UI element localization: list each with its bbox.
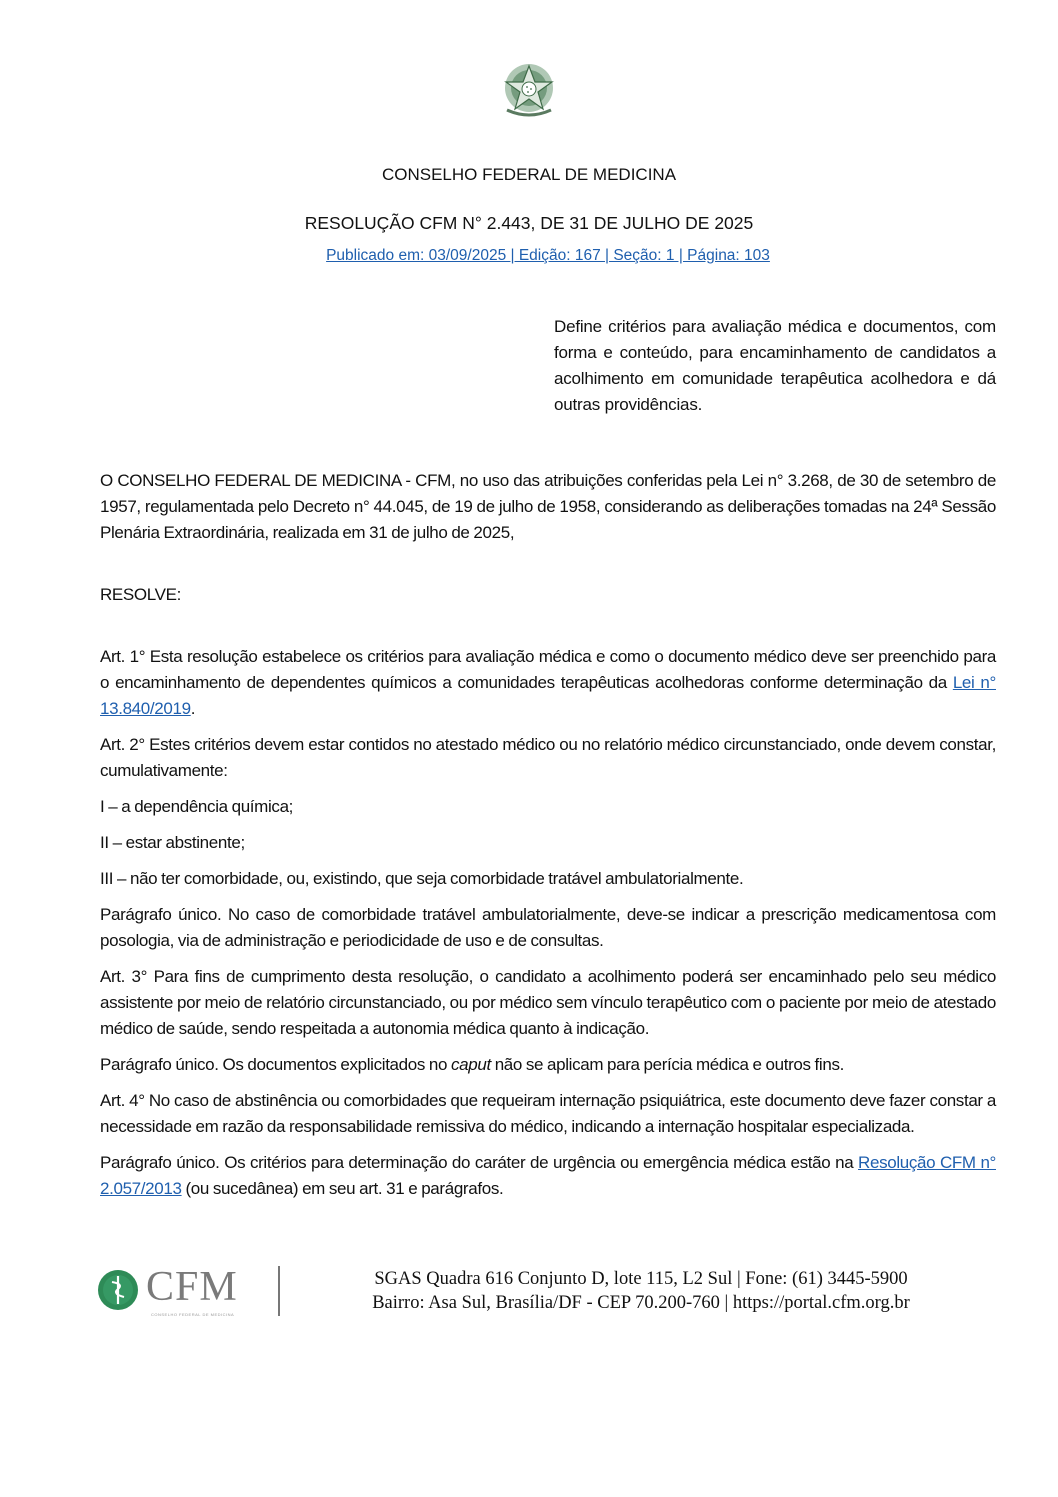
- article-4-paragraph: [100, 1150, 996, 1202]
- law-13840-link[interactable]: Lei n° 13.840/2019: [100, 673, 996, 718]
- article-2-item-3: III – não ter comorbidade, ou, existindo, que seja comorbidade tratável ambulatorialmente.: [100, 869, 744, 888]
- page-footer: [96, 1262, 996, 1332]
- caput-term: caput: [450, 1055, 491, 1074]
- article-4-paragraph-text: Parágrafo único. Os critérios para determinação do caráter de urgência ou emergência médica estão na: [100, 1153, 859, 1172]
- institution-name: CONSELHO FEDERAL DE MEDICINA: [381, 165, 677, 184]
- footer-address: [296, 1267, 986, 1315]
- article-2-item-2: II – estar abstinente;: [100, 833, 245, 852]
- cfm-footer-logo: [96, 1262, 286, 1322]
- article-1-text: Art. 1° Esta resolução estabelece os critérios para avaliação médica e como o documento médico deve ser preenchido para o encaminhamento de dependentes químicos a comunidades terapêuticas acolhedoras conforme determinação da: [100, 647, 996, 692]
- footer-divider: [278, 1266, 280, 1316]
- footer-address-line-2: Bairro: Asa Sul, Brasília/DF - CEP 70.200-760 | https://portal.cfm.org.br: [372, 1293, 910, 1313]
- article-3-paragraph-end: não se aplicam para perícia médica e outros fins.: [490, 1055, 844, 1074]
- article-3-paragraph: [100, 1052, 996, 1078]
- article-1-end: .: [190, 699, 196, 718]
- footer-address-line-1: SGAS Quadra 616 Conjunto D, lote 115, L2 Sul | Fone: (61) 3445-5900: [374, 1269, 908, 1289]
- article-3-paragraph-text: Parágrafo único. Os documentos explicitados no: [100, 1055, 451, 1074]
- article-1: [100, 644, 996, 722]
- article-2-paragraph: Parágrafo único. No caso de comorbidade tratável ambulatorialmente, deve-se indicar a prescrição medicamentosa com posologia, via de administração e periodicidade de uso e de consultas.: [100, 905, 996, 950]
- resolution-title: RESOLUÇÃO CFM N° 2.443, DE 31 DE JULHO DE 2025: [304, 213, 754, 233]
- cfm-logo-subtext: CONSELHO FEDERAL DE MEDICINA: [151, 1312, 235, 1317]
- publication-info: [100, 246, 996, 266]
- article-4-paragraph-end: (ou sucedânea) em seu art. 31 e parágrafos.: [181, 1179, 504, 1198]
- article-2: Art. 2° Estes critérios devem estar contidos no atestado médico ou no relatório médico circunstanciado, onde devem constar, cumulativamente:: [100, 735, 996, 780]
- article-3: Art. 3° Para fins de cumprimento desta resolução, o candidato a acolhimento poderá ser encaminhado pelo seu médico assistente por meio de relatório circunstanciado, ou por médico sem vínculo terapêutico com o paciente por meio de atestado médico de saúde, sendo respeitada a autonomia médica quanto à indicação.: [100, 967, 996, 1038]
- publication-link[interactable]: Publicado em: 03/09/2025 | Edição: 167 | Seção: 1 | Página: 103: [326, 247, 770, 264]
- emblem-area: [62, 58, 996, 130]
- article-2-item-1: I – a dependência química;: [100, 797, 294, 816]
- resolve-heading: RESOLVE:: [100, 585, 181, 604]
- ementa-summary: Define critérios para avaliação médica e documentos, com forma e conteúdo, para encaminhamento de candidatos a acolhimento em comunidade terapêutica acolhedora e dá outras providências.: [554, 317, 996, 414]
- preamble: O CONSELHO FEDERAL DE MEDICINA - CFM, no uso das atribuições conferidas pela Lei n° 3.268, de 30 de setembro de 1957, regulamentada pelo Decreto n° 44.045, de 19 de julho de 1958, considerando as deliberações tomadas na 24ª Sessão Plenária Extraordinária, realizada em 31 de julho de 2025,: [100, 471, 996, 542]
- cfm-logo-text: CFM: [146, 1264, 238, 1310]
- coat-of-arms-icon: [497, 58, 561, 122]
- article-4: Art. 4° No caso de abstinência ou comorbidades que requeiram internação psiquiátrica, este documento deve fazer constar a necessidade em razão da responsabilidade remissiva do médico, indicando a internação hospitalar especializada.: [100, 1091, 996, 1136]
- resolution-2057-link[interactable]: Resolução CFM n° 2.057/2013: [100, 1153, 996, 1198]
